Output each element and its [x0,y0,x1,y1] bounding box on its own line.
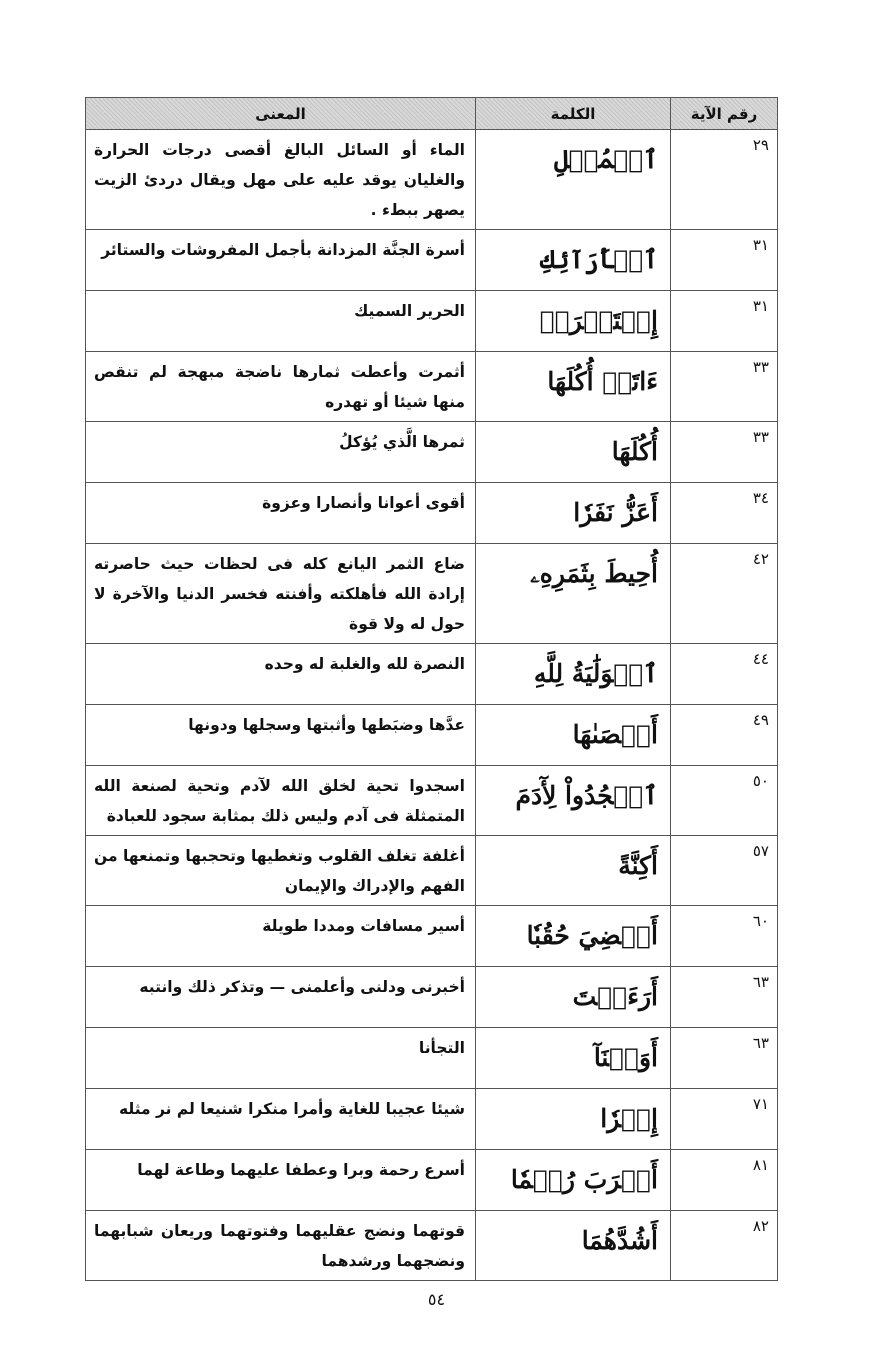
vocabulary-table [85,97,778,1281]
quran-word: إِمۡرٗا [476,1089,671,1150]
header-meaning: المعنى [86,98,476,130]
verse-number: ٦٣ [671,1028,778,1089]
word-meaning: أسرع رحمة وبرا وعطفا عليهما وطاعة لهما [86,1150,476,1211]
quran-word: أُحِيطَ بِثَمَرِهِۦ [476,544,671,644]
page-number: ٥٤ [427,1290,446,1309]
verse-number: ٣٣ [671,422,778,483]
quran-word: ٱلۡمُهۡلِ [476,130,671,230]
word-meaning: شيئا عجيبا للغاية وأمرا منكرا شنيعا لم نر مثله [86,1089,476,1150]
table-row [86,705,778,766]
verse-number: ٤٢ [671,544,778,644]
verse-number: ٢٩ [671,130,778,230]
quran-word: ٱسۡجُدُواْ لِأٓدَمَ [476,766,671,836]
quran-word: أَعَزُّ نَفَرٗا [476,483,671,544]
quran-word: ٱلۡأَرَآئِكِ [476,230,671,291]
verse-number: ٥٧ [671,836,778,906]
quran-word: إِسۡتَبۡرَقٖ [476,291,671,352]
table-row [86,1150,778,1211]
word-meaning: قوتهما ونضج عقليهما وفتوتهما وريعان شبابهما ونضجهما ورشدهما [86,1211,476,1281]
table-row [86,483,778,544]
quran-word: أَوَيۡنَآ [476,1028,671,1089]
table-row [86,352,778,422]
word-meaning: النصرة لله والغلبة له وحده [86,644,476,705]
table-row [86,422,778,483]
table-row [86,967,778,1028]
verse-number: ٣١ [671,291,778,352]
word-meaning: أسرة الجنَّة المزدانة بأجمل المفروشات والستائر [86,230,476,291]
table-row [86,766,778,836]
quran-word: أَكِنَّةً [476,836,671,906]
quran-word: أَحۡصَىٰهَا [476,705,671,766]
table-row [86,1089,778,1150]
quran-word: أَرَءَيۡتَ [476,967,671,1028]
table-row [86,230,778,291]
verse-number: ٨٢ [671,1211,778,1281]
header-word: الكلمة [476,98,671,130]
verse-number: ٨١ [671,1150,778,1211]
table-row [86,906,778,967]
quran-word: أَشُدَّهُمَا [476,1211,671,1281]
table-row [86,1028,778,1089]
verse-number: ٤٤ [671,644,778,705]
verse-number: ٣٣ [671,352,778,422]
table-row [86,836,778,906]
verse-number: ٤٩ [671,705,778,766]
verse-number: ٣٤ [671,483,778,544]
word-meaning: عدَّها وضبَطها وأثبتها وسجلها ودونها [86,705,476,766]
word-meaning: ثمرها الَّذي يُؤكلُ [86,422,476,483]
word-meaning: الماء أو السائل البالغ أقصى درجات الحرارة والغليان يوقد عليه على مهل ويقال دردئ الزيت يصهر ببطء . [86,130,476,230]
verse-number: ٥٠ [671,766,778,836]
table-row [86,644,778,705]
quran-word: ءَاتَتۡ أُكُلَهَا [476,352,671,422]
word-meaning: التجأنا [86,1028,476,1089]
quran-word: ٱلۡوَلَٰيَةُ لِلَّهِ [476,644,671,705]
verse-number: ٦٠ [671,906,778,967]
word-meaning: أقوى أعوانا وأنصارا وعزوة [86,483,476,544]
word-meaning: أخبرنى ودلنى وأعلمنى — وتذكر ذلك وانتبه [86,967,476,1028]
word-meaning: أغلفة تغلف القلوب وتغطيها وتحجبها وتمنعها من الفهم والإدراك والإيمان [86,836,476,906]
table-row [86,544,778,644]
header-verse-number: رقم الآية [671,98,778,130]
word-meaning: أسير مسافات ومددا طويلة [86,906,476,967]
table-row [86,1211,778,1281]
word-meaning: اسجدوا تحية لخلق الله لآدم وتحية لصنعة الله المتمثلة فى آدم وليس ذلك بمثابة سجود للعبادة [86,766,476,836]
quran-word: أُكُلَهَا [476,422,671,483]
table-header-row [86,98,778,130]
table-row [86,130,778,230]
quran-word: أَمۡضِيَ حُقُبٗا [476,906,671,967]
word-meaning: الحرير السميك [86,291,476,352]
word-meaning: ضاع الثمر اليانع كله فى لحظات حيث حاصرته إرادة الله فأهلكته وأفنته فخسر الدنيا والآخرة لا حول له ولا قوة [86,544,476,644]
verse-number: ٧١ [671,1089,778,1150]
verse-number: ٣١ [671,230,778,291]
quran-word: أَقۡرَبَ رُحۡمٗا [476,1150,671,1211]
table-row [86,291,778,352]
verse-number: ٦٣ [671,967,778,1028]
word-meaning: أثمرت وأعطت ثمارها ناضجة مبهجة لم تنقص منها شيئا أو تهدره [86,352,476,422]
